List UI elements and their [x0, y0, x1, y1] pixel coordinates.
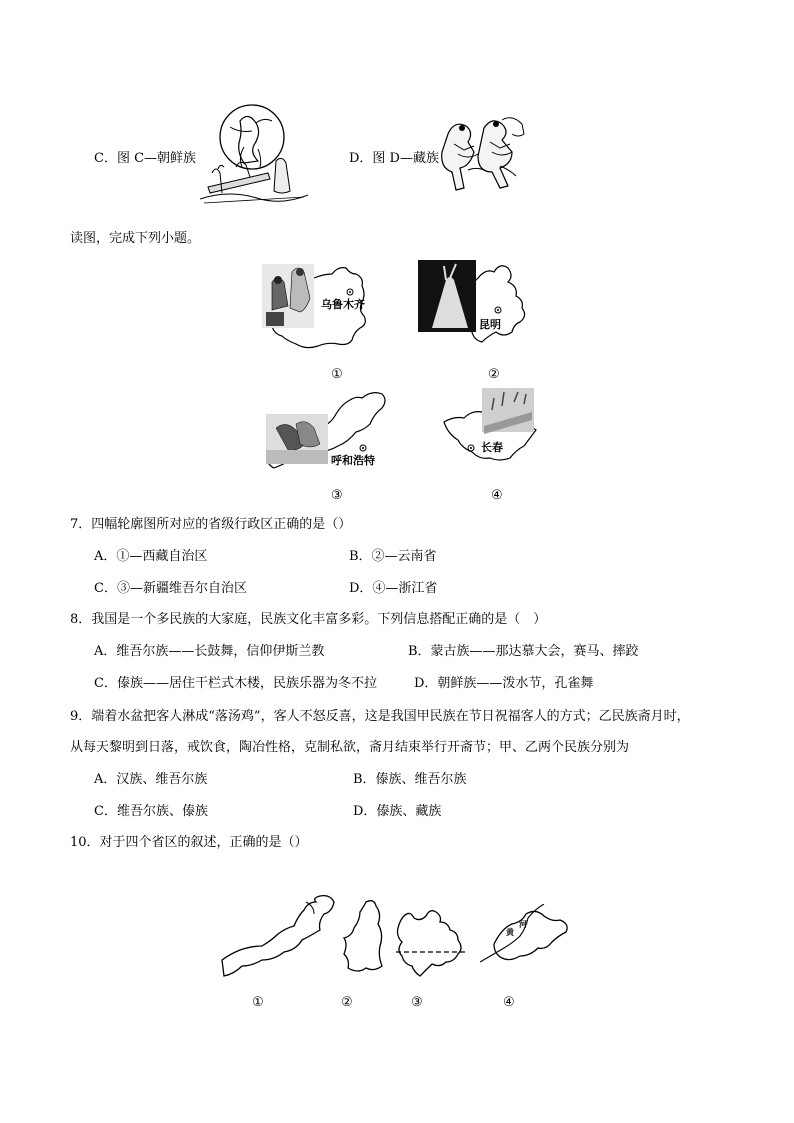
q8-option-d: D．朝鲜族——泼水节，孔雀舞: [414, 676, 594, 691]
q7-option-a: A．①—西藏自治区: [94, 549, 208, 564]
option-d-prev: D．图 D—藏族: [349, 151, 439, 166]
outline-shandong: [480, 904, 568, 970]
tibetan-dance-illustration: [438, 114, 530, 192]
intro-text: 读图，完成下列小题。: [70, 231, 201, 246]
outline-yunnan: [396, 904, 466, 982]
q9-option-a: A．汉族、维吾尔族: [94, 772, 208, 787]
map-yunnan: [418, 258, 534, 356]
korean-dance-illustration: [200, 103, 308, 207]
map-mark-2: ②: [488, 367, 500, 382]
map-jilin: [440, 386, 538, 476]
q7-stem: 7．四幅轮廓图所对应的省级行政区正确的是（）: [70, 517, 352, 532]
q7-option-d: D．④—浙江省: [349, 581, 438, 596]
outline-inner-mongolia: [220, 892, 338, 984]
q7-option-b: B．②—云南省: [349, 549, 437, 564]
q8-option-b: B．蒙古族——那达慕大会，赛马、摔跤: [408, 644, 639, 659]
q8-option-a: A．维吾尔族——长鼓舞，信仰伊斯兰教: [94, 644, 325, 659]
map-mark-3: ③: [331, 488, 343, 503]
q8-option-c: C．傣族——居住干栏式木楼，民族乐器为冬不拉: [94, 676, 377, 691]
label-hohhot: 呼和浩特: [331, 454, 375, 467]
q9-option-b: B．傣族、维吾尔族: [353, 772, 467, 787]
map-inner-mongolia: [266, 388, 392, 484]
outline-mark-4: ④: [503, 995, 515, 1010]
option-c-prev: C．图 C—朝鲜族: [94, 151, 197, 166]
q9-stem-line2: 从每天黎明到日落，戒饮食，陶冶性格，克制私欲，斋月结束举行开斋节；甲、乙两个民族分别为: [70, 740, 630, 755]
map-mark-4: ④: [491, 488, 503, 503]
label-kunming: 昆明: [479, 318, 501, 331]
river-char-he: 河: [519, 919, 527, 929]
outline-mark-2: ②: [341, 995, 353, 1010]
label-urumqi: 乌鲁木齐: [321, 298, 365, 311]
map-mark-1: ①: [331, 367, 343, 382]
label-changchun: 长春: [481, 441, 503, 454]
outline-mark-3: ③: [411, 995, 423, 1010]
outline-mark-1: ①: [252, 995, 264, 1010]
outline-ningxia: [338, 898, 388, 982]
q9-stem-line1: 9．端着水盆把客人淋成“落汤鸡”，客人不怒反喜，这是我国甲民族在节日祝福客人的方式；乙民族斋月时，: [70, 709, 690, 724]
q9-option-d: D．傣族、藏族: [353, 804, 442, 819]
q9-option-c: C．维吾尔族、傣族: [94, 804, 208, 819]
q8-stem: 8．我国是一个多民族的大家庭，民族文化丰富多彩。下列信息搭配正确的是（ ）: [70, 612, 547, 627]
q7-option-c: C．③—新疆维吾尔自治区: [94, 581, 247, 596]
river-char-huang: 黄: [506, 927, 514, 937]
q10-stem: 10．对于四个省区的叙述，正确的是（）: [70, 835, 308, 850]
